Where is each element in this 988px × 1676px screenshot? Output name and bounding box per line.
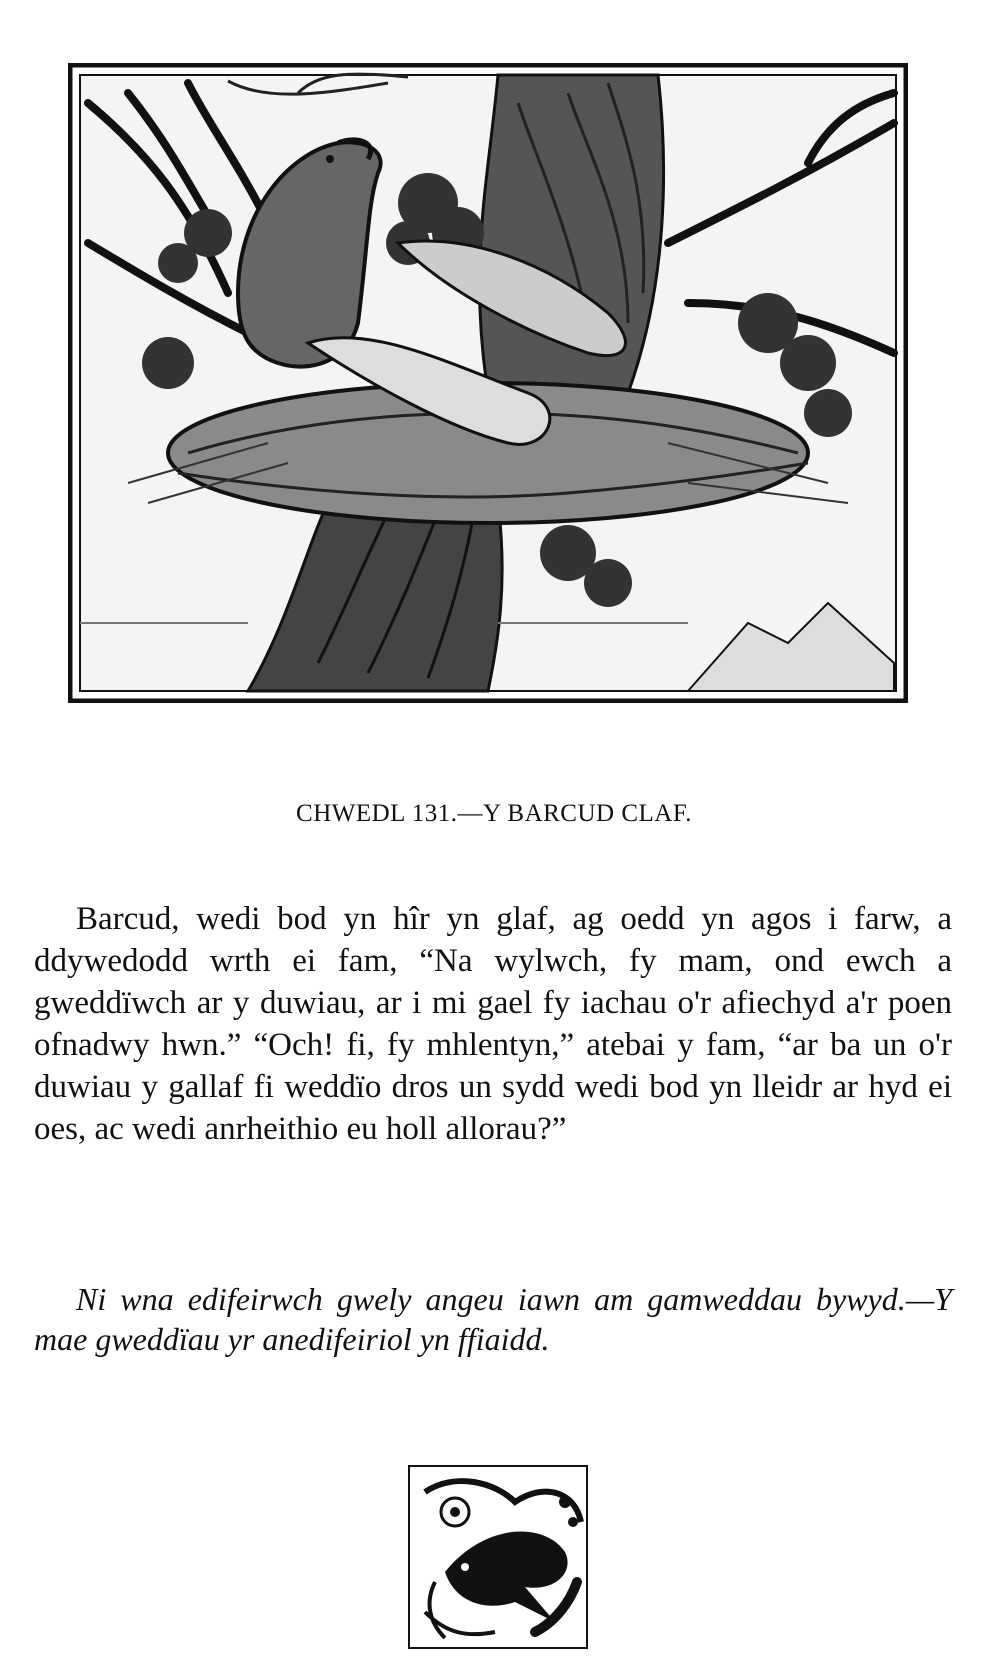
engraving-kite-nest bbox=[68, 63, 908, 703]
fable-title bbox=[0, 793, 988, 830]
fable-title-main: Y BARCUD CLAF. bbox=[483, 800, 692, 827]
fable-body: Barcud, wedi bod yn hîr yn glaf, ag oedd yn agos i farw, a ddywedodd wrth ei fam, “Na wylwch, fy mam, ond ewch a gweddïwch ar y duwiau, ar i mi gael fy iachau o'r afiechyd a'r poen ofnadwy hwn.” “Och! fi, fy mhlentyn,” atebai y fam, “ar ba un o'r duwiau y gallaf fi weddïo dros un sydd wedi bod yn lleidr ar hyd ei oes, ac wedi anrheithio eu holl allorau?” bbox=[34, 901, 952, 1147]
bird-ornament-icon bbox=[405, 1462, 591, 1652]
fable-title-prefix: CHWEDL 131.— bbox=[296, 800, 484, 827]
fable-moral: Ni wna edifeirwch gwely angeu iawn am gamweddau bywyd.—Y mae gweddïau yr anedifeiriol yn ffiaidd. bbox=[34, 1281, 952, 1357]
